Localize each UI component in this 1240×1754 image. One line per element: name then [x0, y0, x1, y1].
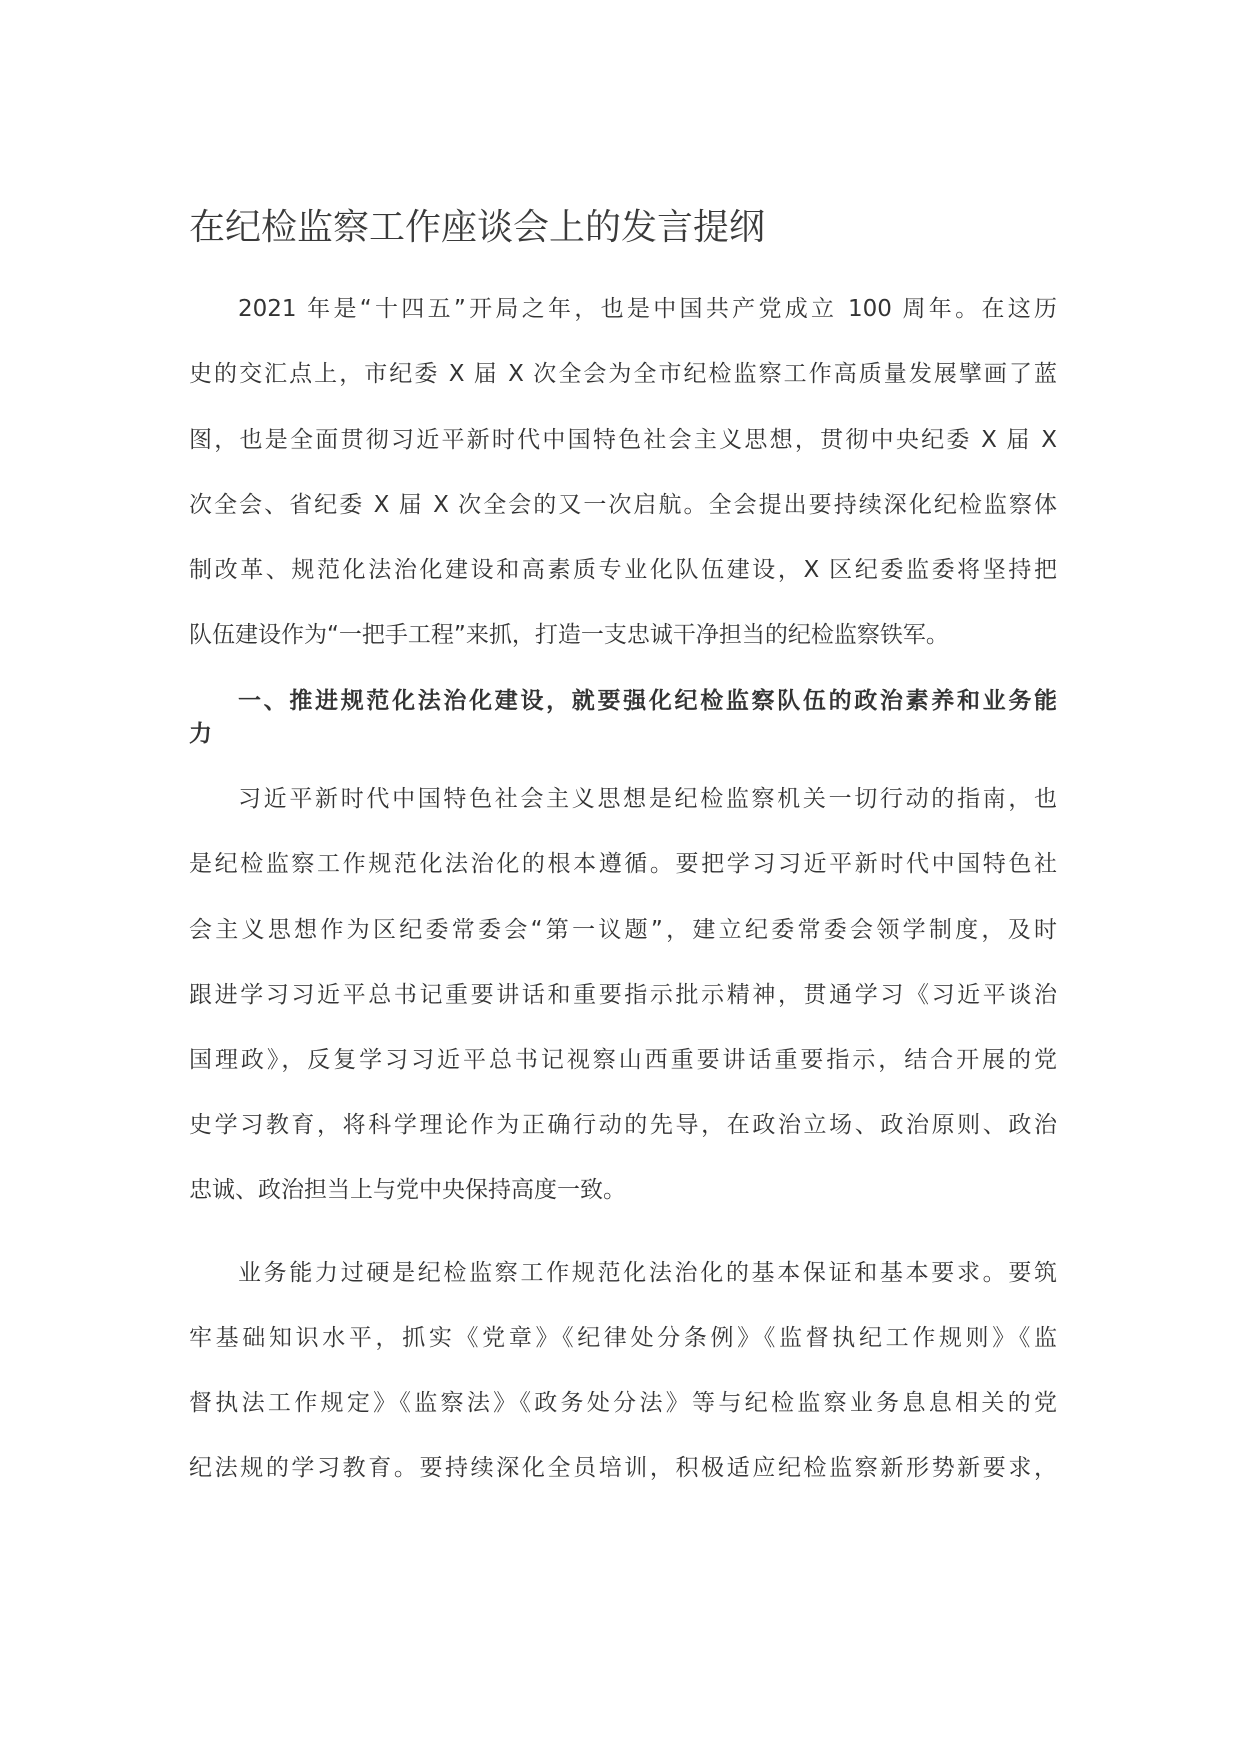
text-line: 次全会、省纪委 X 届 X 次全会的又一次启航。全会提出要持续深化纪检监察体	[189, 492, 1057, 518]
text-line: 跟进学习习近平总书记重要讲话和重要指示批示精神，贯通学习《习近平谈治	[189, 982, 1057, 1008]
text-line: 督执法工作规定》《监察法》《政务处分法》等与纪检监察业务息息相关的党	[189, 1390, 1057, 1416]
heading-line: 一、推进规范化法治化建设，就要强化纪检监察队伍的政治素养和业务能	[238, 688, 1057, 714]
text-line: 队伍建设作为“一把手工程”来抓，打造一支忠诚干净担当的纪检监察铁军。	[189, 622, 949, 648]
text-line: 忠诚、政治担当上与党中央保持高度一致。	[189, 1177, 626, 1203]
text-line: 业务能力过硬是纪检监察工作规范化法治化的基本保证和基本要求。要筑	[238, 1260, 1057, 1286]
text-line: 图，也是全面贯彻习近平新时代中国特色社会主义思想，贯彻中央纪委 X 届 X	[189, 427, 1057, 453]
text-line: 纪法规的学习教育。要持续深化全员培训，积极适应纪检监察新形势新要求，	[189, 1455, 1057, 1481]
text-line: 习近平新时代中国特色社会主义思想是纪检监察机关一切行动的指南，也	[238, 786, 1057, 812]
text-line: 制改革、规范化法治化建设和高素质专业化队伍建设，X 区纪委监委将坚持把	[189, 557, 1057, 583]
heading-line: 力	[189, 721, 212, 747]
text-line: 史的交汇点上，市纪委 X 届 X 次全会为全市纪检监察工作高质量发展擘画了蓝	[189, 361, 1057, 387]
document-title: 在纪检监察工作座谈会上的发言提纲	[189, 207, 766, 248]
text-line: 2021 年是“十四五”开局之年，也是中国共产党成立 100 周年。在这历	[238, 296, 1057, 322]
text-line: 史学习教育，将科学理论作为正确行动的先导，在政治立场、政治原则、政治	[189, 1112, 1057, 1138]
text-line: 牢基础知识水平，抓实《党章》《纪律处分条例》《监督执纪工作规则》《监	[189, 1325, 1057, 1351]
text-line: 是纪检监察工作规范化法治化的根本遵循。要把学习习近平新时代中国特色社	[189, 851, 1057, 877]
text-line: 国理政》，反复学习习近平总书记视察山西重要讲话重要指示，结合开展的党	[189, 1047, 1057, 1073]
text-line: 会主义思想作为区纪委常委会“第一议题”，建立纪委常委会领学制度，及时	[189, 917, 1057, 943]
